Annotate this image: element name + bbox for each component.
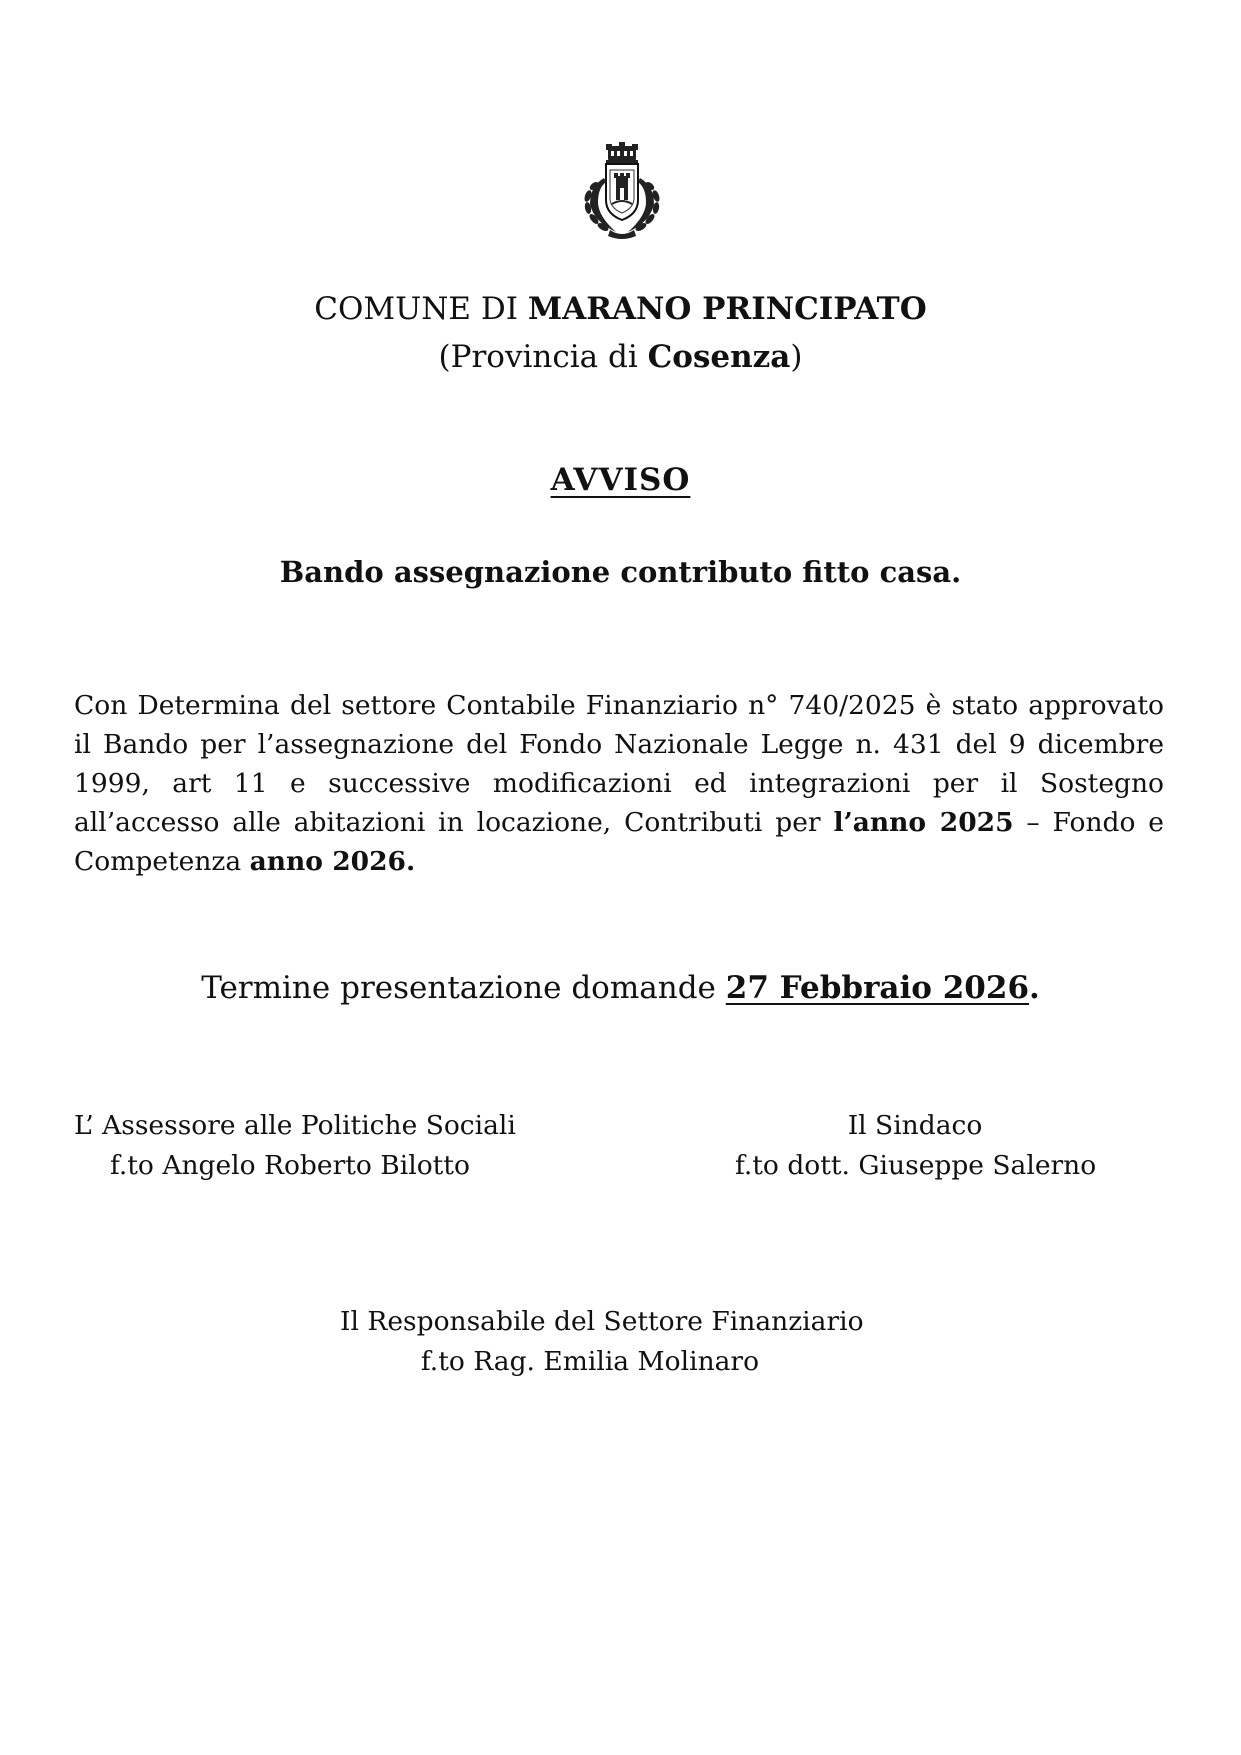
body-text-2: – Fondo e Competenza [74, 807, 1164, 877]
province-name: Cosenza [647, 339, 791, 375]
coat-of-arms-icon [576, 142, 668, 240]
notice-title: AVVISO [550, 462, 691, 498]
deadline-date: 27 Febbraio 2026 [725, 970, 1030, 1006]
municipality-heading [0, 288, 1241, 330]
province-heading [0, 336, 1241, 378]
signature-sindaco-role: Il Sindaco [847, 1110, 983, 1141]
deadline-end: . [1029, 970, 1040, 1006]
body-text-1: Con Determina del settore Contabile Finanziario n° 740/2025 è stato approvato il Bando per l’assegnazione del Fondo Nazionale Legge n. 431 del 9 dicembre 1999, art 11 e successive modificazioni ed integrazioni per il Sostegno all’accesso alle abitazioni in locazione, Contributi per [74, 690, 1164, 838]
deadline-label: Termine presentazione domande [201, 970, 716, 1006]
municipality-prefix: COMUNE DI [314, 291, 518, 327]
body-bold-competence-year: anno 2026. [249, 846, 416, 877]
deadline-line [0, 970, 1241, 1006]
body-bold-year: l’anno 2025 [833, 807, 1014, 838]
signature-sindaco [735, 1106, 1095, 1186]
municipality-name: MARANO PRINCIPATO [527, 291, 927, 327]
notice-body [74, 686, 1164, 881]
province-close: ) [790, 339, 803, 375]
signature-responsabile-name: f.to Rag. Emilia Molinaro [420, 1346, 760, 1377]
notice-subject: Bando assegnazione contributo fitto casa. [279, 555, 962, 589]
signature-assessore-role: L’ Assessore alle Politiche Sociali [74, 1110, 516, 1141]
signature-responsabile-role: Il Responsabile del Settore Finanziario [340, 1306, 864, 1337]
signature-responsabile [340, 1302, 864, 1382]
province-open: (Provincia di [438, 339, 638, 375]
signature-sindaco-name: f.to dott. Giuseppe Salerno [735, 1150, 1097, 1181]
signature-assessore [74, 1106, 516, 1186]
signature-assessore-name: f.to Angelo Roberto Bilotto [110, 1150, 470, 1181]
